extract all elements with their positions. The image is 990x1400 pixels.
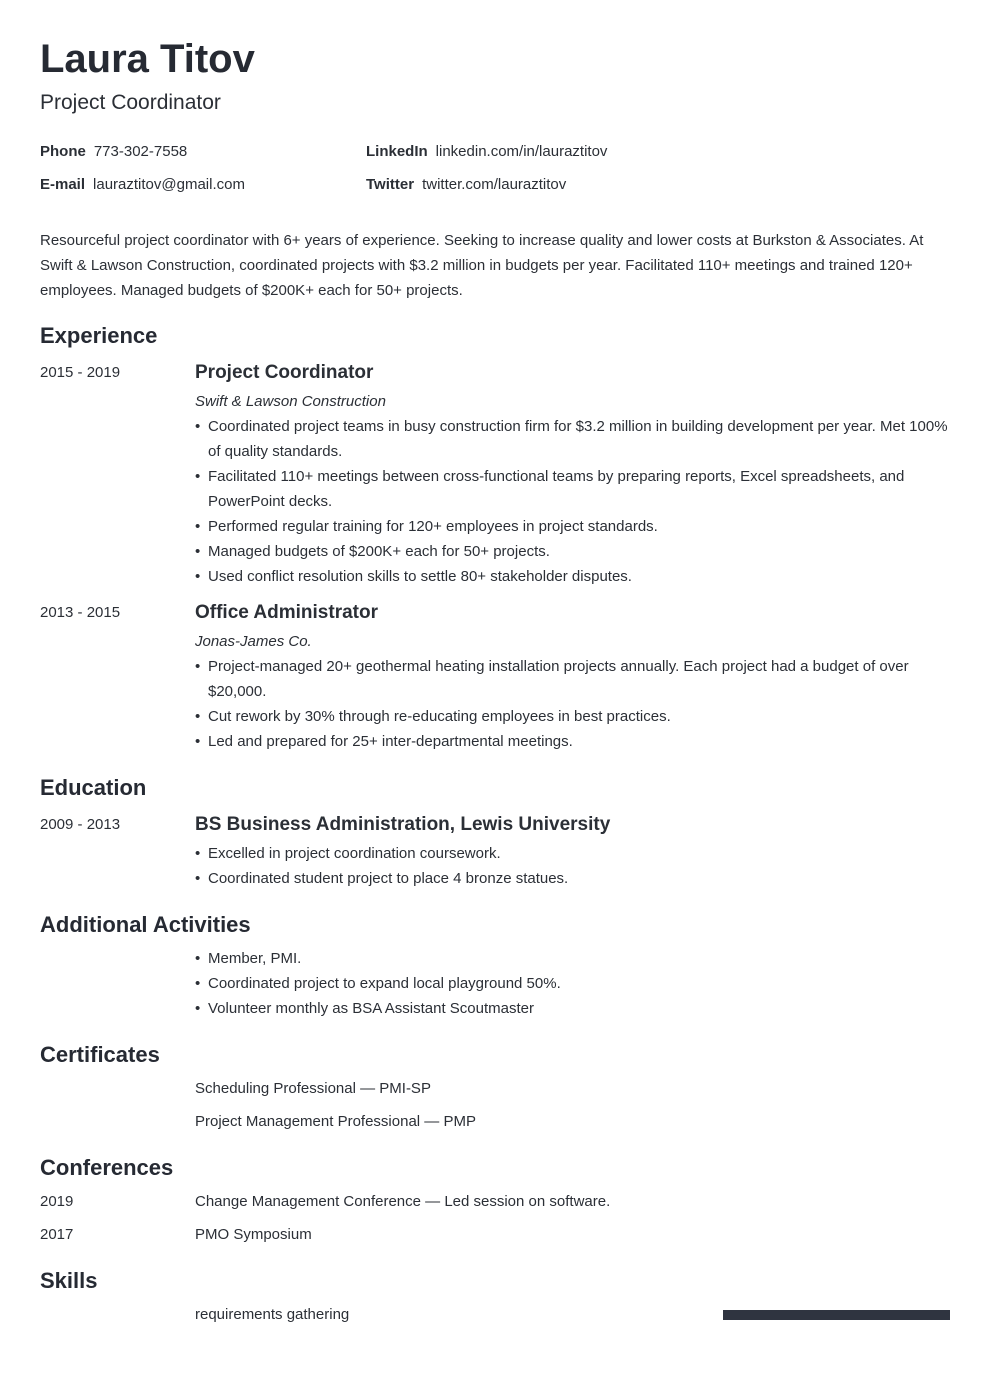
job-bullet: • Led and prepared for 25+ inter-departmental meetings. xyxy=(195,729,955,754)
job-bullet: • Used conflict resolution skills to settle 80+ stakeholder disputes. xyxy=(195,564,955,589)
profile-summary: Resourceful project coordinator with 6+ years of experience. Seeking to increase quality and lower costs at Burkston & Associates. At Swift & Lawson Construction, coordinated projects with $3.2 million in budgets per year. Facilitated 110+ meetings and trained 120+ employees. Managed budgets of $200K+ each for 50+ projects. xyxy=(40,232,924,299)
email-value: lauraztitov@gmail.com xyxy=(93,176,245,193)
job-title: Project Coordinator xyxy=(195,362,374,383)
education-bullet: • Excelled in project coordination coursework. xyxy=(195,841,955,866)
job-bullet: • Project-managed 20+ geothermal heating installation projects annually. Each project had a budget of over $20,000. xyxy=(195,654,955,704)
skill-name: requirements gathering xyxy=(195,1306,350,1323)
education-heading: Education xyxy=(40,775,147,800)
phone-value: 773-302-7558 xyxy=(93,143,188,160)
contact-email xyxy=(40,176,245,193)
email-label: E-mail xyxy=(40,176,86,193)
education-dates: 2009 - 2013 xyxy=(40,816,121,833)
job-bullet: • Cut rework by 30% through re-educating employees in best practices. xyxy=(195,704,955,729)
job-title: Office Administrator xyxy=(195,602,378,623)
contact-phone xyxy=(40,143,187,160)
job-company: Swift & Lawson Construction xyxy=(195,393,386,410)
contact-linkedin xyxy=(366,143,607,160)
phone-label: Phone xyxy=(40,143,86,160)
education-bullets xyxy=(195,841,955,891)
experience-heading: Experience xyxy=(40,323,158,348)
activity-bullet: • Member, PMI. xyxy=(195,946,955,971)
job-bullets xyxy=(195,414,955,589)
job-bullets xyxy=(195,654,955,754)
conference-item: PMO Symposium xyxy=(195,1226,312,1243)
job-bullet: • Facilitated 110+ meetings between cross-functional teams by preparing reports, Excel spreadsheets, and PowerPoint decks. xyxy=(195,464,955,514)
linkedin-label: LinkedIn xyxy=(366,143,428,160)
linkedin-value: linkedin.com/in/lauraztitov xyxy=(435,143,608,160)
conference-year: 2019 xyxy=(40,1193,74,1210)
job-dates: 2015 - 2019 xyxy=(40,364,121,381)
conference-year: 2017 xyxy=(40,1226,74,1243)
twitter-value: twitter.com/lauraztitov xyxy=(422,176,567,193)
contact-twitter xyxy=(366,176,566,193)
education-bullet: • Coordinated student project to place 4 bronze statues. xyxy=(195,866,955,891)
conference-item: Change Management Conference — Led session on software. xyxy=(195,1193,611,1210)
certificate-item: Project Management Professional — PMP xyxy=(195,1113,476,1130)
candidate-name: Laura Titov xyxy=(40,37,255,81)
skill-level-bar xyxy=(723,1310,950,1320)
skills-heading: Skills xyxy=(40,1268,98,1293)
activities-heading: Additional Activities xyxy=(40,912,251,937)
job-company: Jonas-James Co. xyxy=(195,633,312,650)
certificate-item: Scheduling Professional — PMI-SP xyxy=(195,1080,431,1097)
certificates-heading: Certificates xyxy=(40,1042,160,1067)
activities-bullets xyxy=(195,946,955,1021)
candidate-title: Project Coordinator xyxy=(40,91,221,114)
job-bullet: • Coordinated project teams in busy construction firm for $3.2 million in building development per year. Met 100% of quality standards. xyxy=(195,414,955,464)
job-bullet: • Performed regular training for 120+ employees in project standards. xyxy=(195,514,955,539)
job-bullet: • Managed budgets of $200K+ each for 50+ projects. xyxy=(195,539,955,564)
activity-bullet: • Volunteer monthly as BSA Assistant Scoutmaster xyxy=(195,996,955,1021)
conferences-heading: Conferences xyxy=(40,1155,174,1180)
activity-bullet: • Coordinated project to expand local playground 50%. xyxy=(195,971,955,996)
twitter-label: Twitter xyxy=(366,176,415,193)
job-dates: 2013 - 2015 xyxy=(40,604,121,621)
education-degree: BS Business Administration, Lewis University xyxy=(195,814,611,835)
